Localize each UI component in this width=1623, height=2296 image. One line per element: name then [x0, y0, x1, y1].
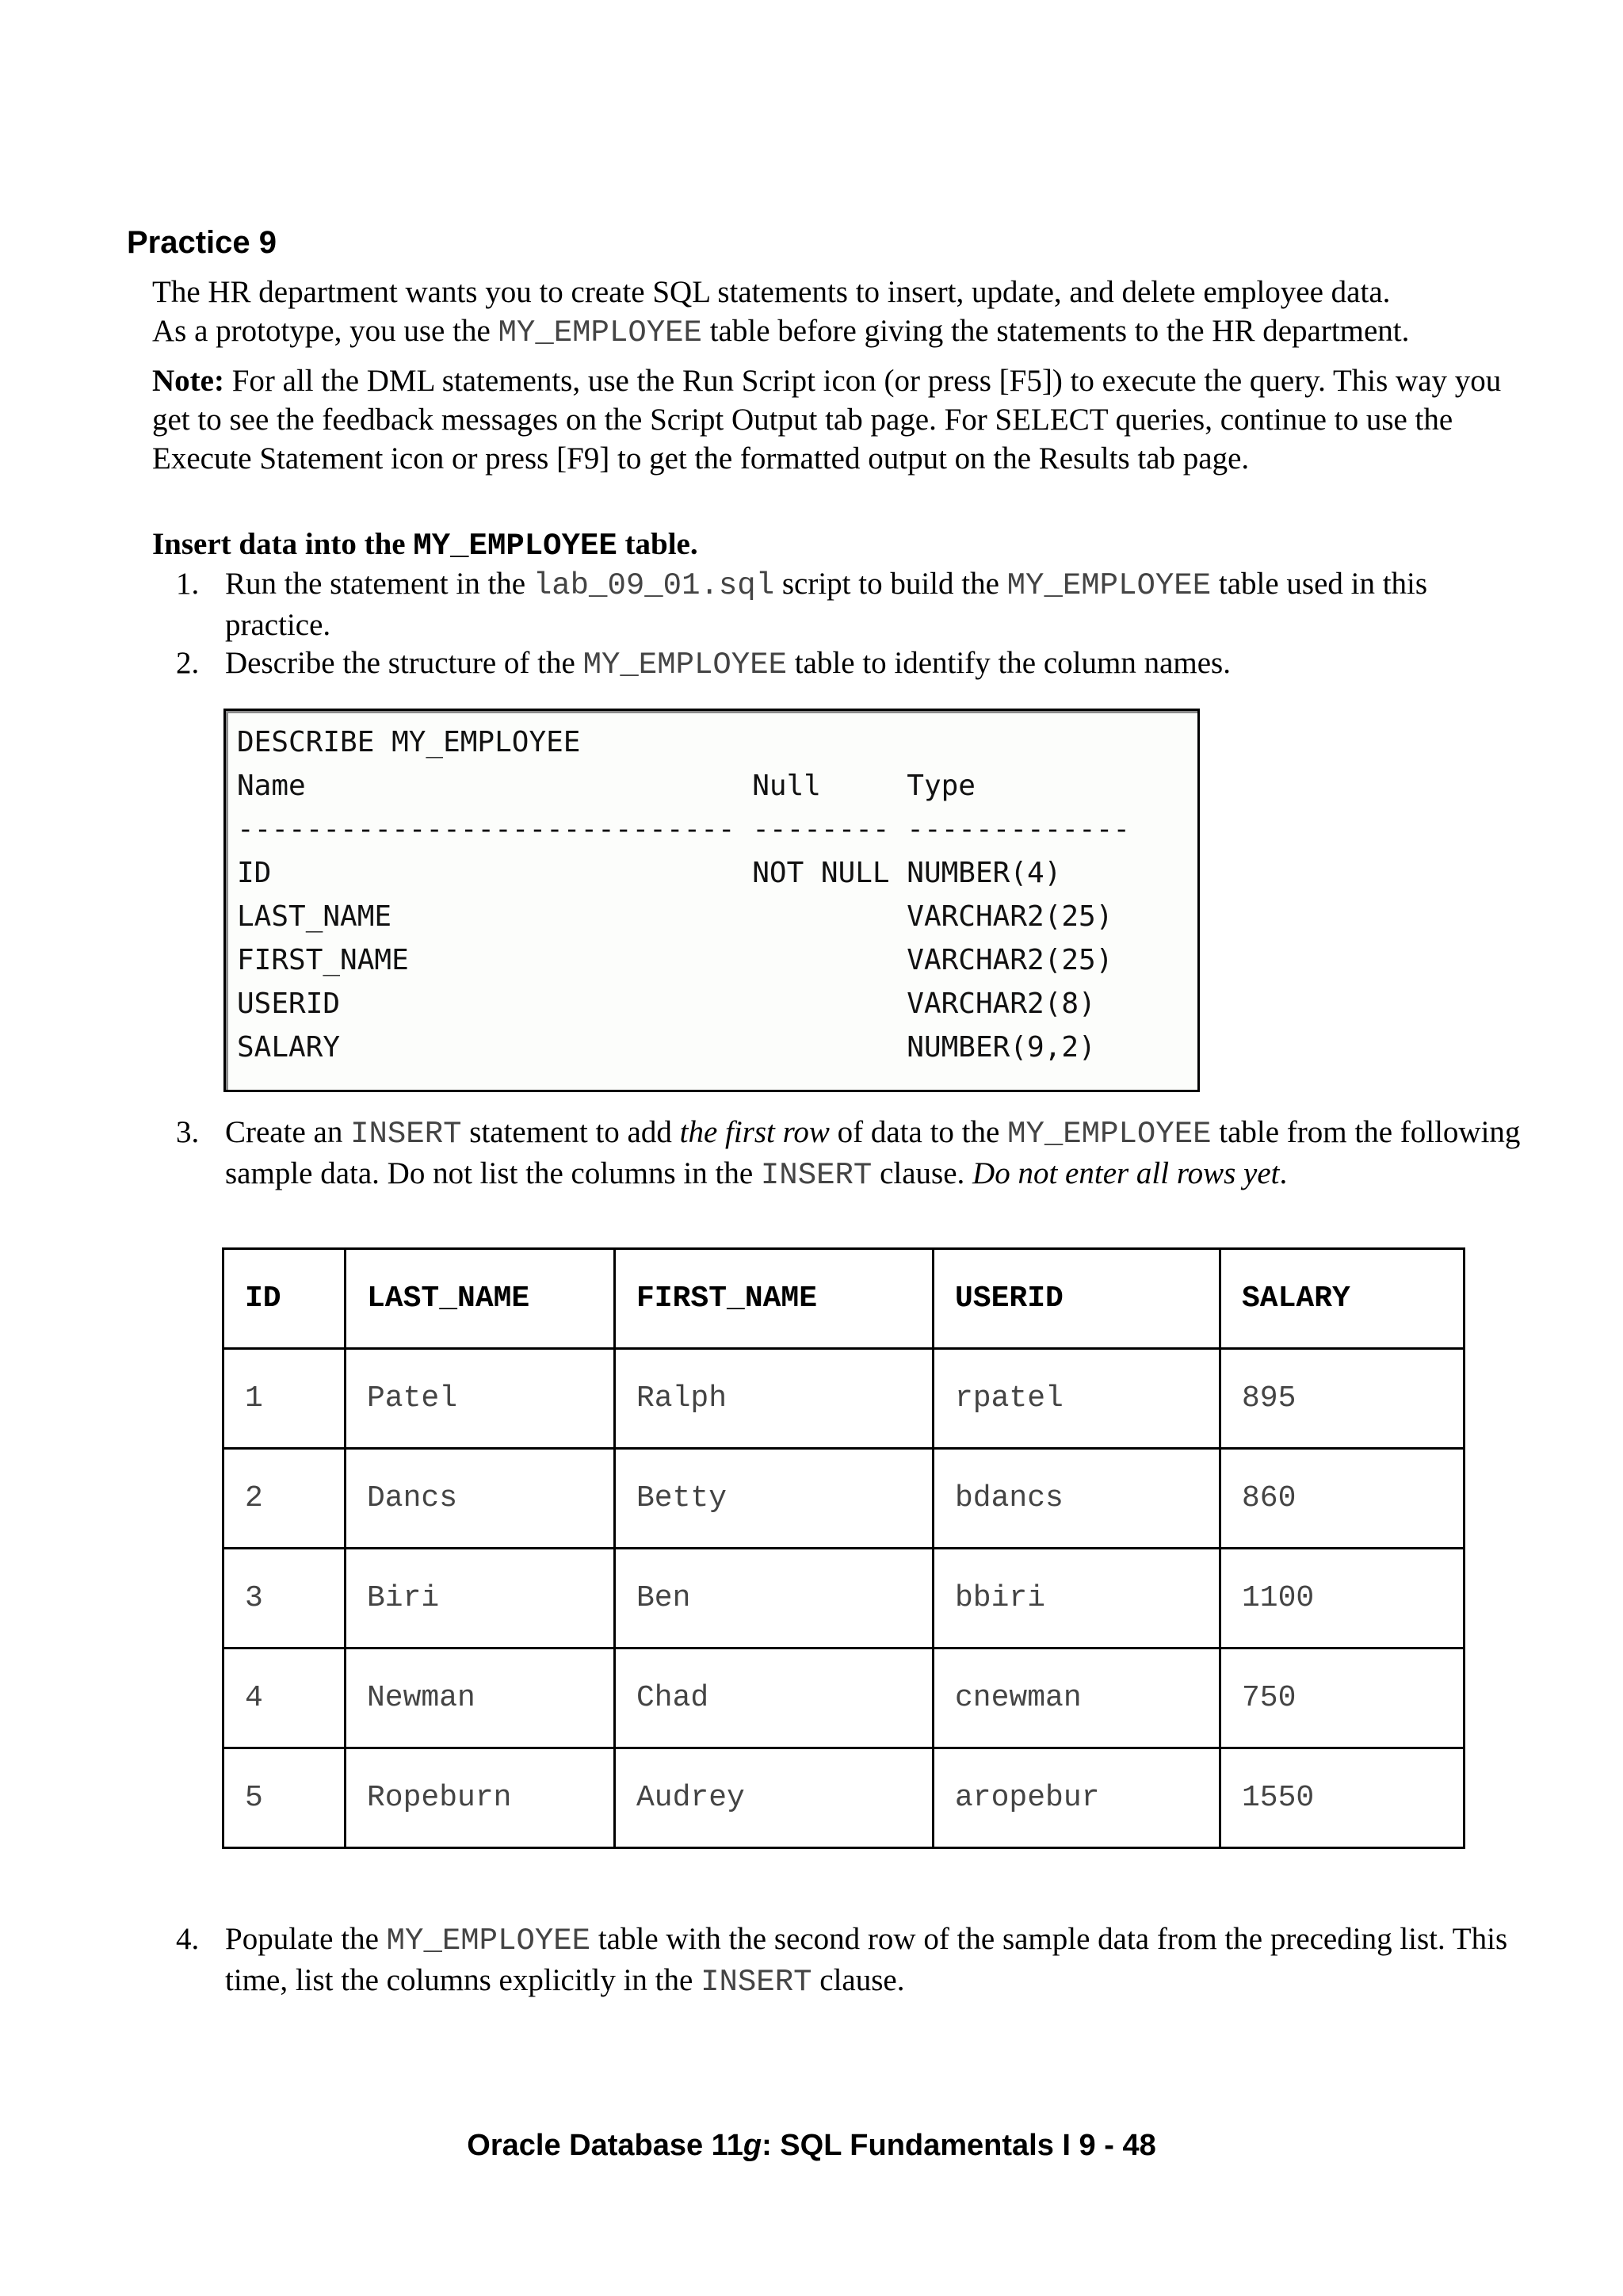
- describe-output-text: [237, 720, 1130, 1069]
- step-text-part: of data to the: [829, 1115, 1008, 1149]
- intro-table-name: MY_EMPLOYEE: [498, 315, 702, 350]
- step-text: [225, 644, 1525, 685]
- intro-line-1: The HR department wants you to create SQL statements to insert, update, and delete employee data.: [152, 275, 1391, 309]
- column-header: ID: [223, 1249, 346, 1349]
- describe-command: DESCRIBE MY_EMPLOYEE: [237, 726, 581, 758]
- note-paragraph: [152, 361, 1515, 478]
- step-text-part: clause.: [872, 1156, 973, 1190]
- step-3: [176, 1113, 1521, 1193]
- table-cell: Audrey: [615, 1748, 934, 1848]
- table-cell: 860: [1220, 1449, 1465, 1549]
- emphasis-text: the first row: [679, 1115, 830, 1149]
- column-header: LAST_NAME: [346, 1249, 615, 1349]
- step-text-part: Create an: [225, 1115, 351, 1149]
- step-1: [176, 564, 1515, 644]
- describe-separator: ----------------------------- -------- -------------: [237, 813, 1131, 846]
- step-2: [176, 644, 1515, 683]
- script-filename: lab_09_01.sql: [533, 568, 775, 603]
- table-cell: Patel: [346, 1349, 615, 1449]
- table-cell: Ben: [615, 1549, 934, 1648]
- section-subheading: [152, 526, 698, 563]
- step-text-part: table with the second row of the sample data from the preceding list. This time, list the columns explicitly in the: [225, 1922, 1508, 1997]
- footer-page-number: : SQL Fundamentals I 9 - 48: [762, 2129, 1156, 2162]
- footer-title: Oracle Database 11: [467, 2129, 743, 2162]
- table-cell: bbiri: [934, 1549, 1220, 1648]
- table-cell: 4: [223, 1648, 346, 1748]
- table-name-code: MY_EMPLOYEE: [1006, 568, 1212, 603]
- table-cell: Newman: [346, 1648, 615, 1748]
- page-title: Practice 9: [127, 225, 277, 260]
- table-cell: Ralph: [615, 1349, 934, 1449]
- step-text-part: table from the following sample data. Do not list the columns in the: [225, 1115, 1521, 1190]
- table-cell: 5: [223, 1748, 346, 1848]
- step-text-part: Run the statement in the: [225, 567, 533, 601]
- table-cell: Betty: [615, 1449, 934, 1549]
- step-4: [176, 1920, 1515, 1999]
- step-text: [225, 564, 1525, 644]
- sample-data-table: [222, 1247, 1465, 1849]
- describe-header-row: Name Null Type: [237, 770, 976, 802]
- table-cell: 1: [223, 1349, 346, 1449]
- describe-row: ID NOT NULL NUMBER(4): [237, 857, 1062, 889]
- table-cell: Chad: [615, 1648, 934, 1748]
- table-row: [223, 1648, 1465, 1748]
- step-text: [225, 1920, 1525, 2002]
- table-row: [223, 1349, 1465, 1449]
- step-text-part: table used in this practice.: [225, 567, 1428, 642]
- step-number: 3.: [176, 1115, 200, 1149]
- step-text-part: clause.: [812, 1963, 905, 1997]
- table-cell: 2: [223, 1449, 346, 1549]
- table-cell: 750: [1220, 1648, 1465, 1748]
- table-cell: aropebur: [934, 1748, 1220, 1848]
- note-text: For all the DML statements, use the Run Script icon (or press [F5]) to execute the query. This way you get to see the feedback messages on the Script Output tab page. For SELECT queries, continue to use the Execute Statement icon or press [F9] to get the formatted output on the Results tab page.: [152, 364, 1502, 476]
- table-row: [223, 1449, 1465, 1549]
- column-header: SALARY: [1220, 1249, 1465, 1349]
- step-text-part: Populate the: [225, 1922, 387, 1956]
- intro-line-2-pre: As a prototype, you use the: [152, 314, 498, 348]
- page-footer: [0, 2129, 1623, 2163]
- subheading-pre: Insert data into the: [152, 527, 414, 561]
- table-cell: rpatel: [934, 1349, 1220, 1449]
- describe-output-screenshot: [223, 709, 1200, 1092]
- table-cell: Ropeburn: [346, 1748, 615, 1848]
- table-cell: 3: [223, 1549, 346, 1648]
- table-cell: bdancs: [934, 1449, 1220, 1549]
- table-name-code: MY_EMPLOYEE: [386, 1924, 591, 1958]
- describe-row: SALARY NUMBER(9,2): [237, 1031, 1096, 1064]
- column-header: USERID: [934, 1249, 1220, 1349]
- describe-row: FIRST_NAME VARCHAR2(25): [237, 944, 1113, 976]
- intro-line-2-post: table before giving the statements to the HR department.: [701, 314, 1410, 348]
- step-text-part: .: [1279, 1156, 1288, 1190]
- intro-paragraph: [152, 273, 1515, 353]
- table-cell: 1550: [1220, 1748, 1465, 1848]
- footer-title-g: g: [743, 2129, 762, 2162]
- subheading-post: table.: [617, 527, 698, 561]
- table-cell: cnewman: [934, 1648, 1220, 1748]
- sql-keyword-code: INSERT: [760, 1158, 873, 1193]
- table-row: [223, 1748, 1465, 1848]
- table-cell: 895: [1220, 1349, 1465, 1449]
- table-row: [223, 1549, 1465, 1648]
- step-text-part: statement to add: [461, 1115, 680, 1149]
- step-text-part: script to build the: [774, 567, 1007, 601]
- table-cell: Dancs: [346, 1449, 615, 1549]
- table-cell: Biri: [346, 1549, 615, 1648]
- step-text-part: table to identify the column names.: [787, 646, 1231, 680]
- describe-row: USERID VARCHAR2(8): [237, 988, 1096, 1020]
- table-header-row: [223, 1249, 1465, 1349]
- table-name-code: MY_EMPLOYEE: [582, 648, 788, 682]
- step-number: 2.: [176, 646, 200, 680]
- step-text-part: Describe the structure of the: [225, 646, 583, 680]
- sql-keyword-code: INSERT: [350, 1117, 462, 1152]
- table-body: [223, 1349, 1465, 1848]
- emphasis-text: Do not enter all rows yet: [972, 1156, 1280, 1190]
- column-header: FIRST_NAME: [615, 1249, 934, 1349]
- subheading-table-name: MY_EMPLOYEE: [413, 529, 617, 563]
- table-name-code: MY_EMPLOYEE: [1007, 1117, 1212, 1152]
- describe-row: LAST_NAME VARCHAR2(25): [237, 900, 1113, 933]
- step-text: [225, 1113, 1525, 1195]
- step-number: 4.: [176, 1922, 200, 1956]
- describe-rows: [237, 857, 1113, 1064]
- table-cell: 1100: [1220, 1549, 1465, 1648]
- note-label: Note:: [152, 364, 224, 398]
- step-number: 1.: [176, 567, 200, 601]
- sql-keyword-code: INSERT: [701, 1965, 812, 2000]
